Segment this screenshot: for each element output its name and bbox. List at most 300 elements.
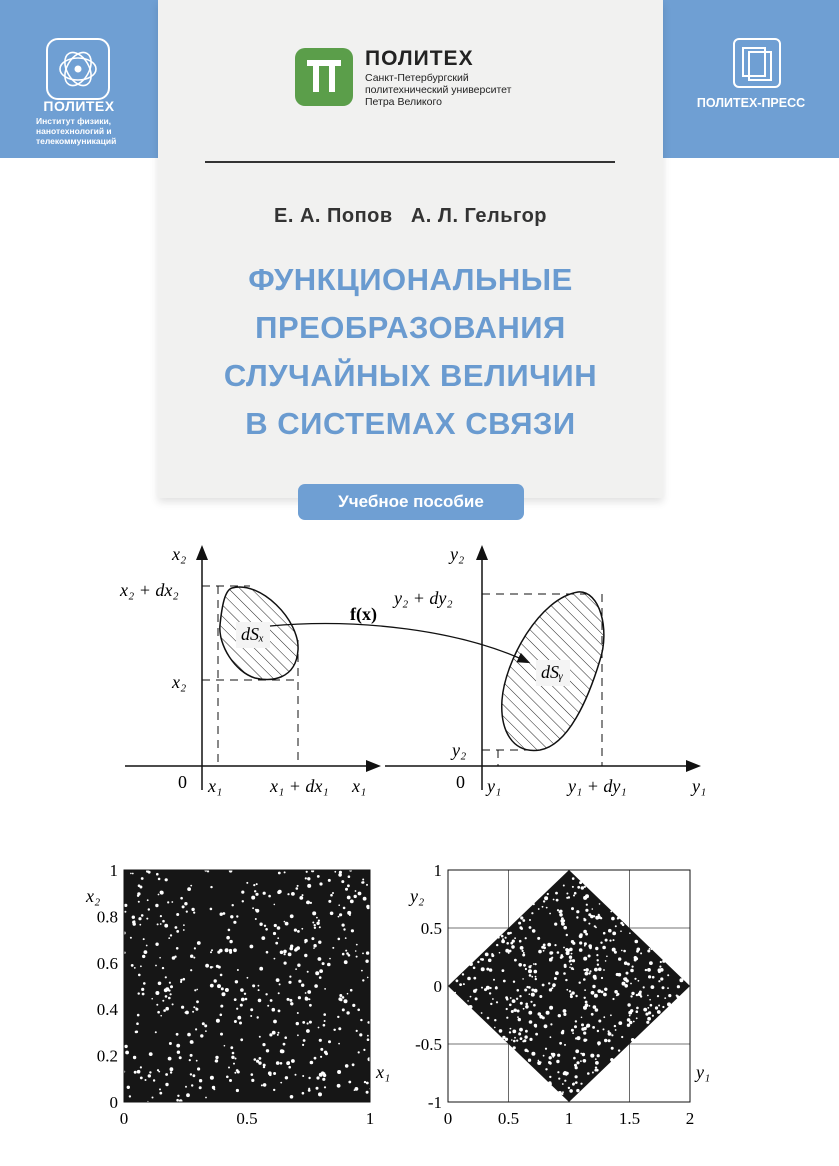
- scatter-point: [575, 1066, 578, 1069]
- scatter-point: [632, 966, 634, 968]
- scatter-point: [137, 1070, 141, 1074]
- scatter-point: [263, 892, 266, 895]
- scatter-point: [220, 1014, 223, 1017]
- scatter-point: [649, 961, 653, 965]
- scatter-point: [583, 1059, 587, 1063]
- scatter-point: [302, 1021, 305, 1024]
- scatter-point: [529, 1038, 532, 1041]
- scatter-point: [583, 918, 586, 921]
- scatter-point: [333, 1029, 335, 1031]
- scatter-point: [124, 904, 127, 907]
- scatter-point: [592, 1072, 594, 1074]
- scatter-point: [367, 1035, 369, 1037]
- scatter-point: [520, 1002, 523, 1005]
- scatter-point: [648, 975, 651, 978]
- scatter-point: [501, 940, 505, 944]
- scatter-point: [645, 1013, 648, 1016]
- scatter-point: [348, 1081, 351, 1084]
- book-title-line-2: ПРЕОБРАЗОВАНИЯ: [255, 310, 566, 345]
- scatter-point: [158, 982, 162, 986]
- scatter-point: [530, 965, 532, 967]
- scatter-point: [358, 892, 362, 896]
- scatter-point: [677, 985, 680, 988]
- scatter-point: [258, 1061, 261, 1064]
- scatter-point: [584, 997, 586, 999]
- scatter-point: [338, 1027, 341, 1030]
- scatter-point: [605, 939, 608, 942]
- scatter-point: [190, 1054, 193, 1057]
- scatter-point: [255, 909, 257, 911]
- scatter-point: [477, 961, 479, 963]
- scatter-point: [549, 988, 552, 991]
- scatter-point: [610, 1014, 612, 1016]
- scatter-point: [549, 1076, 551, 1078]
- scatter-point: [339, 913, 342, 916]
- scatter-point: [662, 960, 665, 963]
- scatter-point: [597, 1030, 599, 1032]
- scatter-point: [309, 1004, 312, 1007]
- scatter-point: [146, 945, 148, 947]
- scatter-point: [535, 1033, 538, 1036]
- scatter-point: [365, 960, 368, 963]
- scatter-point: [572, 1032, 574, 1034]
- scatter-point: [576, 910, 579, 913]
- scatter-point: [594, 994, 598, 998]
- scatter-point: [662, 986, 665, 989]
- scatter-point: [172, 1003, 174, 1005]
- scatter-point: [679, 978, 683, 982]
- x-tick-label: 1.5: [618, 1109, 641, 1128]
- left-origin: 0: [178, 772, 187, 792]
- scatter-point: [599, 903, 601, 905]
- scatter-point: [343, 928, 345, 930]
- scatter-point: [196, 989, 198, 991]
- scatter-point: [529, 919, 531, 921]
- scatter-point: [598, 1020, 601, 1023]
- scatter-point: [180, 979, 182, 981]
- scatter-point: [609, 940, 611, 942]
- scatter-point: [525, 1030, 528, 1033]
- y-tick-label: 0.6: [96, 953, 118, 973]
- scatter-point: [595, 1008, 599, 1012]
- scatter-point: [595, 916, 599, 920]
- scatter-point: [290, 1002, 293, 1005]
- scatter-point: [254, 890, 256, 892]
- scatter-point: [362, 953, 364, 955]
- scatter-point: [572, 886, 574, 888]
- scatter-point: [530, 1001, 532, 1003]
- scatter-point: [312, 911, 316, 915]
- scatter-point: [210, 1076, 214, 1080]
- scatter-region: [124, 870, 370, 1102]
- scatter-point: [318, 941, 321, 944]
- scatter-point: [598, 1044, 600, 1046]
- scatter-point: [287, 998, 290, 1001]
- scatter-point: [140, 1066, 142, 1068]
- scatter-point: [467, 977, 471, 981]
- scatter-point: [168, 937, 170, 939]
- scatter-point: [312, 922, 314, 924]
- scatter-point: [612, 948, 616, 952]
- scatter-point: [330, 912, 334, 916]
- scatter-point: [343, 907, 346, 910]
- scatter-point: [279, 983, 281, 985]
- scatter-point: [307, 990, 311, 994]
- scatter-point: [233, 948, 237, 952]
- scatter-point: [298, 996, 301, 999]
- scatter-point: [151, 998, 153, 1000]
- scatter-point: [667, 1002, 671, 1006]
- scatter-point: [469, 962, 473, 966]
- scatter-point: [301, 984, 304, 987]
- scatter-point: [512, 999, 516, 1003]
- scatter-point: [627, 1024, 630, 1027]
- scatter-point: [324, 1051, 327, 1054]
- scatter-point: [205, 1030, 207, 1032]
- scatter-point: [338, 1043, 340, 1045]
- scatter-point: [596, 954, 598, 956]
- scatter-point: [571, 1029, 574, 1032]
- scatter-point: [600, 917, 602, 919]
- scatter-point: [302, 1092, 305, 1095]
- scatter-point: [250, 945, 254, 949]
- scatter-point: [153, 1079, 155, 1081]
- scatter-point: [564, 1080, 566, 1082]
- scatter-point: [591, 1013, 594, 1016]
- scatter-point: [570, 995, 573, 998]
- scatter-point: [549, 1056, 552, 1059]
- scatter-point: [538, 950, 542, 954]
- scatter-point: [202, 1022, 205, 1025]
- scatter-point: [306, 901, 310, 905]
- scatter-point: [133, 1056, 136, 1059]
- x-axis-label: x₁: [376, 1062, 391, 1082]
- scatter-point: [512, 1030, 516, 1034]
- y-tick-label: 1: [433, 861, 442, 880]
- scatter-point: [585, 968, 589, 972]
- scatter-point: [358, 1051, 360, 1053]
- scatter-point: [307, 877, 310, 880]
- scatter-point: [288, 953, 292, 957]
- scatter-point: [192, 1011, 194, 1013]
- scatter-point: [163, 1009, 166, 1012]
- scatter-point: [197, 941, 201, 945]
- scatter-point: [627, 1018, 631, 1022]
- scatter-point: [529, 926, 532, 929]
- scatter-point: [236, 1008, 238, 1010]
- scatter-point: [550, 1023, 552, 1025]
- scatter-point: [626, 972, 629, 975]
- scatter-point: [316, 1087, 319, 1090]
- scatter-point: [319, 1039, 322, 1042]
- scatter-point: [569, 967, 571, 969]
- scatter-point: [576, 916, 578, 918]
- scatter-point: [140, 1077, 143, 1080]
- scatter-point: [351, 929, 354, 932]
- authors: Е. А. Попов А. Л. Гельгор: [273, 205, 547, 227]
- scatter-point: [588, 944, 592, 948]
- scatter-point: [228, 929, 231, 932]
- scatter-point: [320, 1048, 323, 1051]
- scatter-point: [554, 977, 557, 980]
- scatter-point: [226, 936, 230, 940]
- scatter-point: [651, 948, 653, 950]
- scatter-point: [564, 1044, 566, 1046]
- scatter-point: [595, 927, 597, 929]
- region-dsy-label: dSᵧ: [541, 662, 564, 682]
- scatter-point: [558, 1014, 561, 1017]
- scatter-point: [124, 1045, 127, 1048]
- atom-logo-icon: [46, 38, 110, 100]
- scatter-point: [316, 1076, 319, 1079]
- scatter-point: [268, 1071, 272, 1075]
- scatter-point: [583, 978, 586, 981]
- scatter-point: [518, 922, 521, 925]
- scatter-point: [630, 983, 632, 985]
- scatter-point: [454, 992, 456, 994]
- scatter-point: [589, 1005, 591, 1007]
- scatter-point: [531, 976, 533, 978]
- scatter-point: [534, 989, 538, 993]
- scatter-point: [545, 1048, 547, 1050]
- scatter-point: [533, 1004, 536, 1007]
- scatter-point: [509, 950, 512, 953]
- scatter-point: [347, 911, 351, 915]
- scatter-point: [601, 977, 603, 979]
- scatter-point: [200, 1034, 203, 1037]
- scatter-point: [337, 1016, 339, 1018]
- scatter-point: [332, 947, 334, 949]
- scatter-point: [217, 951, 220, 954]
- scatter-point: [252, 907, 254, 909]
- scatter-point: [165, 878, 168, 881]
- scatter-point: [307, 1022, 309, 1024]
- scatter-point: [514, 1037, 516, 1039]
- scatter-point: [667, 974, 669, 976]
- scatter-point: [570, 993, 572, 995]
- scatter-point: [514, 959, 517, 962]
- scatter-point: [210, 984, 214, 988]
- scatter-point: [285, 922, 289, 926]
- scatter-point: [636, 1010, 639, 1013]
- scatter-point: [559, 1042, 562, 1045]
- scatter-point: [366, 1091, 369, 1094]
- scatter-point: [160, 915, 162, 917]
- scatter-point: [216, 1019, 220, 1023]
- scatter-point: [233, 1063, 235, 1065]
- scatter-point: [280, 951, 284, 955]
- scatter-point: [496, 1001, 498, 1003]
- scatter-point: [350, 900, 354, 904]
- university-name: ПОЛИТЕХ: [365, 47, 474, 70]
- scatter-point: [167, 901, 169, 903]
- scatter-point: [658, 968, 662, 972]
- scatter-point: [272, 1008, 276, 1012]
- scatter-point: [502, 1036, 505, 1039]
- scatter-point: [551, 957, 553, 959]
- scatter-point: [160, 891, 164, 895]
- scatter-point: [186, 1093, 190, 1097]
- scatter-point: [315, 971, 319, 975]
- scatter-point: [491, 953, 493, 955]
- scatter-point: [600, 942, 602, 944]
- scatter-point: [575, 1020, 577, 1022]
- scatter-point: [324, 988, 326, 990]
- y-tick-label: -0.5: [415, 1035, 442, 1054]
- scatter-point: [210, 908, 213, 911]
- scatter-point: [636, 1007, 639, 1010]
- scatter-point: [183, 978, 186, 981]
- scatter-point: [339, 994, 342, 997]
- scatter-point: [506, 1017, 508, 1019]
- scatter-point: [237, 969, 239, 971]
- scatter-point: [561, 922, 565, 926]
- scatter-point: [136, 1022, 139, 1025]
- scatter-point: [531, 993, 535, 997]
- scatter-point: [534, 1025, 537, 1028]
- scatter-point: [141, 877, 144, 880]
- scatter-point: [236, 915, 238, 917]
- scatter-point: [623, 950, 626, 953]
- scatter-point: [170, 985, 173, 988]
- scatter-point: [585, 1003, 589, 1007]
- x-tick-label: 0.5: [236, 1109, 258, 1128]
- scatter-point: [168, 989, 170, 991]
- scatter-point: [278, 1010, 281, 1013]
- scatter-point: [502, 969, 505, 972]
- scatter-point: [668, 994, 671, 997]
- scatter-point: [322, 1078, 325, 1081]
- scatter-point: [486, 986, 490, 990]
- scatter-point: [525, 1005, 529, 1009]
- scatter-point: [290, 914, 294, 918]
- scatter-point: [588, 923, 590, 925]
- scatter-point: [660, 961, 662, 963]
- x-axis-label: y₁: [696, 1062, 711, 1082]
- scatter-point: [538, 1060, 540, 1062]
- scatter-point: [222, 992, 226, 996]
- scatter-point: [364, 1081, 366, 1083]
- scatter-point: [215, 1059, 218, 1062]
- scatter-point: [284, 953, 286, 955]
- scatter-point: [659, 966, 661, 968]
- scatter-point: [531, 912, 533, 914]
- scatter-point: [355, 950, 357, 952]
- scatter-point: [646, 1021, 649, 1024]
- scatter-point: [640, 995, 642, 997]
- scatter-point: [138, 917, 141, 920]
- scatter-point: [285, 1076, 288, 1079]
- scatter-point: [556, 1060, 559, 1063]
- scatter-point: [302, 1044, 304, 1046]
- scatter-point: [539, 995, 542, 998]
- scatter-point: [608, 1032, 612, 1036]
- scatter-point: [361, 881, 363, 883]
- scatter-point: [549, 913, 551, 915]
- scatter-point: [556, 899, 559, 902]
- scatter-point: [524, 1035, 527, 1038]
- scatter-point: [149, 1052, 153, 1056]
- y-tick-label: 0: [433, 977, 442, 996]
- scatter-point: [650, 1004, 653, 1007]
- scatter-point: [176, 1099, 179, 1102]
- scatter-point: [575, 1081, 578, 1084]
- scatter-point: [590, 915, 593, 918]
- scatter-point: [176, 947, 179, 950]
- scatter-point: [138, 974, 141, 977]
- scatter-point: [356, 956, 358, 958]
- scatter-point: [581, 1027, 584, 1030]
- scatter-point: [266, 1049, 269, 1052]
- scatter-point: [278, 992, 280, 994]
- scatter-point: [199, 1086, 202, 1089]
- scatter-point: [561, 1093, 563, 1095]
- scatter-point: [359, 1033, 362, 1036]
- scatter-point: [585, 972, 589, 976]
- scatter-point: [577, 1036, 581, 1040]
- scatter-point: [185, 1011, 189, 1015]
- scatter-point: [301, 928, 303, 930]
- scatter-point: [283, 1043, 286, 1046]
- scatter-point: [580, 1060, 582, 1062]
- scatter-point: [145, 1079, 147, 1081]
- scatter-point: [288, 981, 291, 984]
- scatter-point: [554, 923, 557, 926]
- scatter-point: [338, 904, 340, 906]
- scatter-point: [338, 916, 340, 918]
- scatter-point: [344, 999, 348, 1003]
- scatter-point: [291, 892, 295, 896]
- scatter-point: [586, 904, 588, 906]
- scatter-point: [366, 884, 368, 886]
- scatter-point: [366, 905, 370, 909]
- scatter-point: [561, 1031, 564, 1034]
- y-tick-label: 0: [109, 1093, 118, 1112]
- scatter-point: [610, 911, 612, 913]
- scatter-point: [305, 877, 307, 879]
- scatter-point: [584, 942, 587, 945]
- scatter-point: [239, 1022, 242, 1025]
- scatter-point: [160, 923, 162, 925]
- scatter-point: [362, 879, 364, 881]
- scatter-point: [276, 978, 280, 982]
- scatter-point: [345, 937, 347, 939]
- scatter-point: [242, 900, 244, 902]
- scatter-point: [319, 976, 322, 979]
- scatter-point: [332, 892, 334, 894]
- scatter-point: [636, 1017, 638, 1019]
- scatter-point: [303, 1039, 306, 1042]
- scatter-point: [348, 954, 351, 957]
- scatter-point: [354, 1089, 356, 1091]
- press-logo-icon: [733, 38, 781, 88]
- scatter-point: [652, 976, 655, 979]
- scatter-point: [134, 1071, 137, 1074]
- scatter-point: [284, 921, 286, 923]
- scatter-point: [525, 1003, 528, 1006]
- scatter-point: [176, 1044, 180, 1048]
- scatter-point: [155, 991, 159, 995]
- scatter-point: [459, 983, 462, 986]
- scatter-point: [563, 947, 565, 949]
- scatter-point: [558, 1078, 560, 1080]
- scatter-point: [139, 924, 141, 926]
- scatter-point: [155, 943, 158, 946]
- scatter-point: [182, 905, 185, 908]
- scatter-point: [618, 1021, 622, 1025]
- scatter-point: [612, 932, 616, 936]
- scatter-point: [297, 964, 300, 967]
